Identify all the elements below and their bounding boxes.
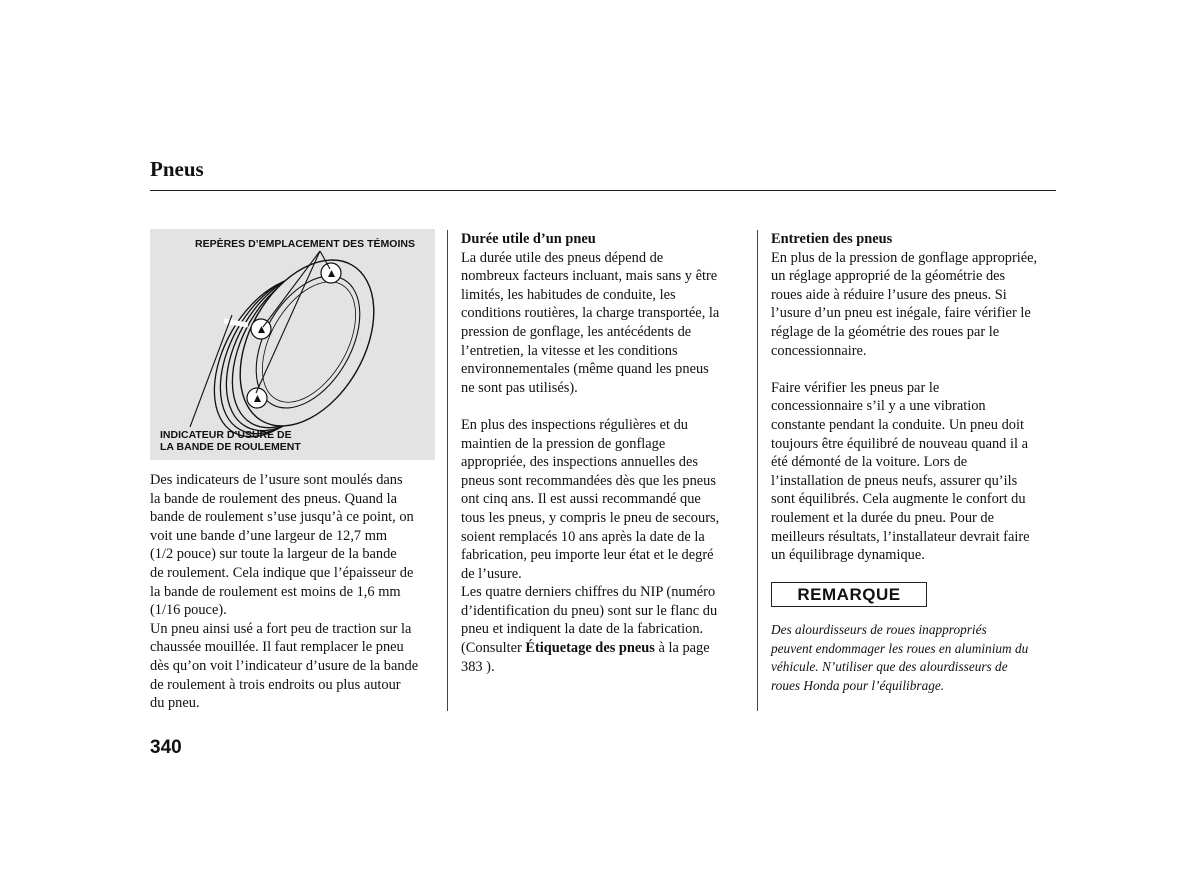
text-line: de roulement à trois endroits ou plus autour <box>150 676 401 693</box>
section-heading: Entretien des pneus <box>771 231 893 247</box>
page-number: 340 <box>150 737 182 758</box>
notice-text: Des alourdisseurs de roues inappropriés peuvent endommager les roues en aluminium du véhicule. N’utiliser que des alourdisseurs de roues Honda pour l’équilibrage. <box>771 622 1029 693</box>
text-line: (1/2 pouce) sur toute la largeur de la bande <box>150 546 397 563</box>
column-divider-2 <box>757 230 758 711</box>
tire-maintenance-section: Entretien des pneus En plus de la pression de gonflage appropriée, un réglage approprié de la géométrie des roues aide à réduire l’usure des pneus. Si l’usure d’un pneu est inégale, faire vérifier le réglage de la géométrie des roues par le concessionnaire. Faire vérifier les pneus par le concessionnaire s’il y a une vibration constante pendant la conduite. Un pneu doit toujours être équilibré de nouveau quand il a été démonté de la voiture. Lors de l’installation de pneus neufs, assurer qu’ils sont équilibrés. Cela augmente le confort du roulement et la durée du pneu. Pour de meilleurs résultats, l’installateur devrait faire un équilibrage dynamique. <box>771 230 1061 565</box>
text-line: Des indicateurs de l’usure sont moulés dans <box>150 472 403 488</box>
tire-wear-indicator-figure <box>150 229 435 460</box>
text-line: dès qu’on voit l’indicateur d’usure de la bande <box>150 657 419 674</box>
text-line: Un pneu ainsi usé a fort peu de traction sur la <box>150 620 412 637</box>
figure-label-markers: REPÈRES D’EMPLACEMENT DES TÉMOINS <box>195 238 415 250</box>
text-line: du pneu. <box>150 695 200 712</box>
column-divider-1 <box>447 230 448 711</box>
figure-label-indicator: INDICATEUR D’USURE DE LA BANDE DE ROULEMENT <box>160 429 301 453</box>
notice-label: REMARQUE <box>771 582 927 607</box>
cross-reference: (Consulter Étiquetage des pneus à la page <box>461 640 710 657</box>
text-line: bande de roulement s’use jusqu’à ce point, on <box>150 509 414 526</box>
text-line: chaussée mouillée. Il faut remplacer le pneu <box>150 639 404 656</box>
text-line: voit une bande d’une largeur de 12,7 mm <box>150 527 388 544</box>
wear-indicator-text <box>150 471 440 713</box>
title-divider <box>150 190 1056 191</box>
text-line: la bande de roulement est moins de 1,6 mm <box>150 583 401 600</box>
text-line: la bande de roulement des pneus. Quand la <box>150 490 397 507</box>
tire-illustration <box>150 229 435 460</box>
cross-reference-link[interactable]: Étiquetage des pneus <box>525 640 655 657</box>
section-heading: Durée utile d’un pneu <box>461 231 596 247</box>
text-line: de roulement. Cela indique que l’épaisseur de <box>150 564 414 581</box>
tire-life-section: Durée utile d’un pneu La durée utile des pneus dépend de nombreux facteurs incluant, mais sans y être limités, les habitudes de conduite, les conditions routières, la charge transportée, la pression de gonflage, les antécédents de l’entretien, la vitesse et les conditions environnementales (même quand les pneus ne sont pas utilisés). En plus des inspections régulières et du maintien de la pression de gonflage appropriée, des inspections annuelles des pneus sont recommandées dès que les pneus ont cinq ans. Il est aussi recommandé que tous les pneus, y compris le pneu de secours, soient remplacés 10 ans après la date de la fabrication, peu importe leur état et le degré de l’usure. Les quatre derniers chiffres du NIP (numéro d’identification du pneu) sont sur le flanc du pneu et indiquent la date de la fabrication. (Consulter Étiquetage des pneus à la page 383 ). <box>461 230 751 676</box>
text-line: (1/16 pouce). <box>150 602 227 619</box>
page-title: Pneus <box>150 157 204 181</box>
